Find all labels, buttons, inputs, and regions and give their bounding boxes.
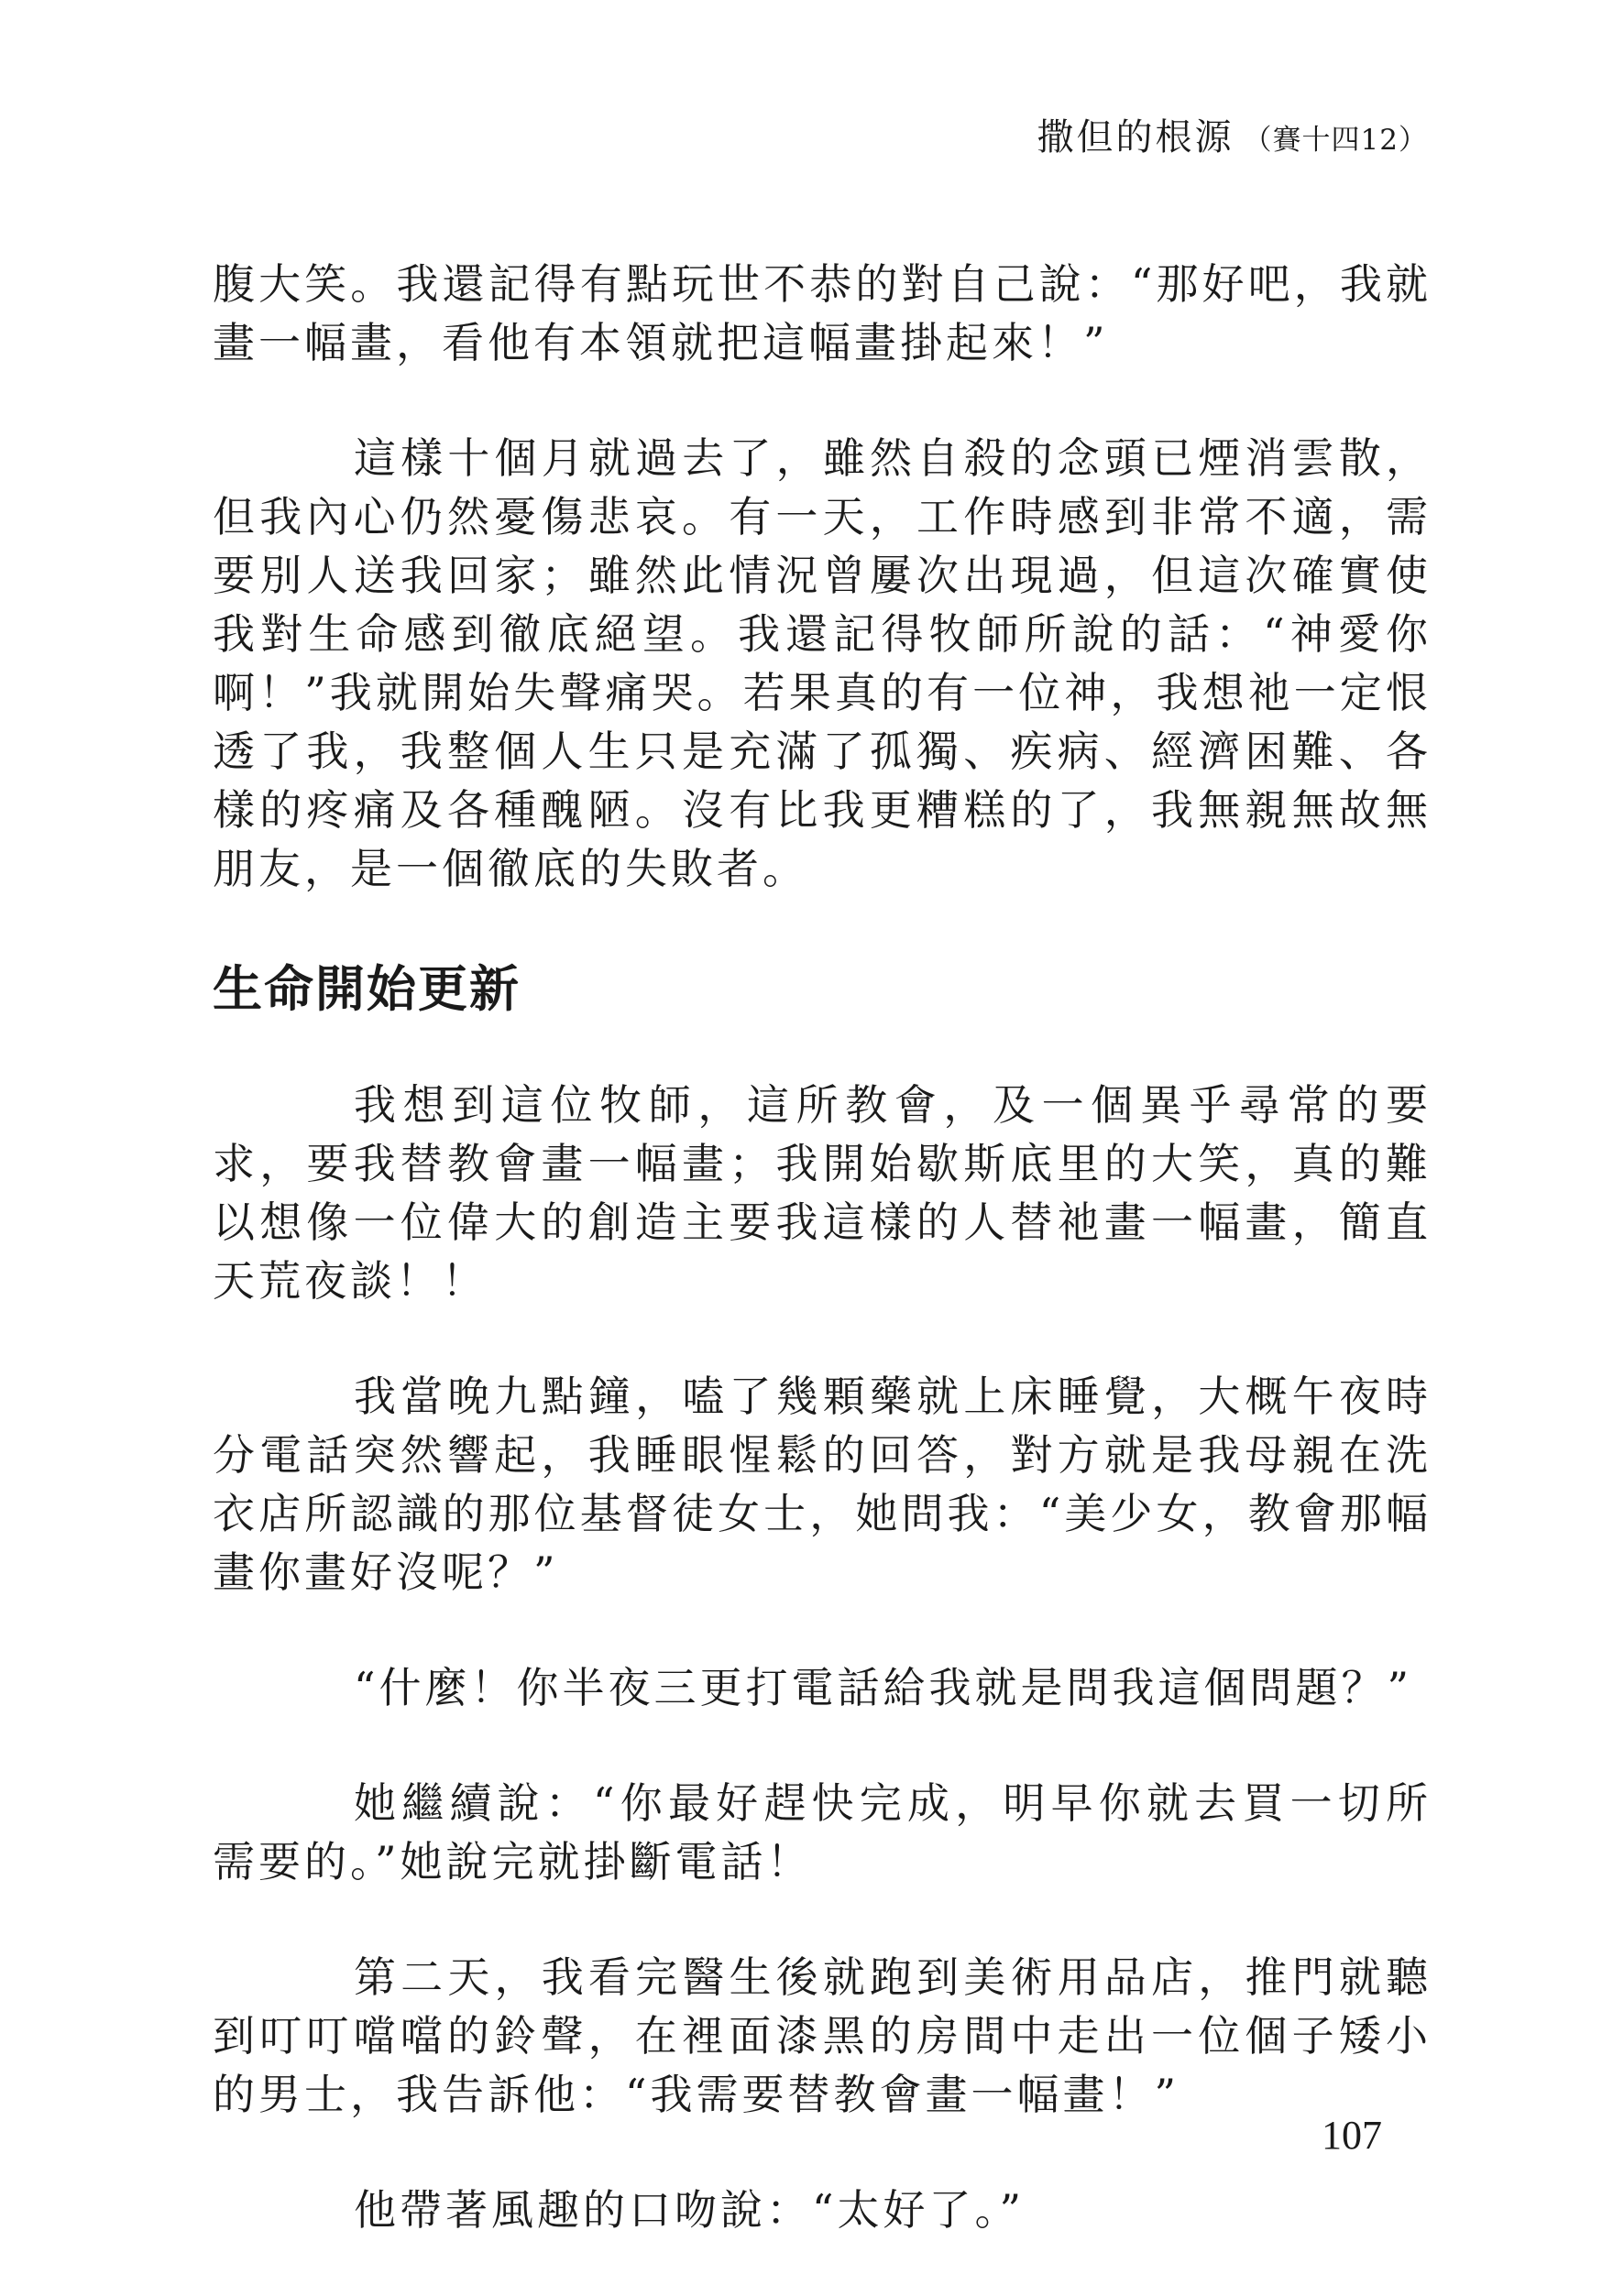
body-text [213,255,1432,2296]
section-heading: 生命開始更新 [213,960,521,1018]
paragraph: “什麼！你半夜三更打電話給我就是問我這個問題？” [354,1663,1413,1712]
paragraph: 我當晚九點鐘，嗑了幾顆藥就上床睡覺，大概午夜時分電話突然響起，我睡眼惺鬆的回答，對方就是我母親在洗衣店所認識的那位基督徒女士，她問我：“美少女，教會那幅畫你畫好沒呢？” [213,1372,1432,1597]
paragraph: 他帶著風趣的口吻說：“太好了。” [354,2185,1026,2235]
paragraph: 我想到這位牧師，這所教會，及一個異乎尋常的要求，要我替教會畫一幅畫；我開始歇斯底里的大笑，真的難以想像一位偉大的創造主要我這樣的人替祂畫一幅畫，簡直天荒夜談！！ [213,1080,1432,1306]
paragraph: 這樣十個月就過去了，雖然自殺的念頭已煙消雲散，但我內心仍然憂傷悲哀。有一天，工作時感到非常不適，需要別人送我回家；雖然此情況曾屢次出現過，但這次確實使我對生命感到徹底絕望。我還記得牧師所說的話：“神愛你啊！”我就開始失聲痛哭。若果真的有一位神，我想祂一定恨透了我，我整個人生只是充滿了孤獨、疾病、經濟困難、各樣的疼痛及各種醜陋。沒有比我更糟糕的了，我無親無故無朋友，是一個徹底的失敗者。 [213,433,1432,893]
running-header [1037,108,1428,160]
paragraph: 她繼續說：“你最好趕快完成，明早你就去買一切所需要的。”她說完就掛斷電話！ [213,1778,1432,1886]
scripture-reference: （賽十四12） [1243,124,1428,157]
paragraph-continued: 腹大笑。我還記得有點玩世不恭的對自己說：“那好吧，我就畫一幅畫，看他有本領就把這幅畫掛起來！” [213,259,1432,367]
chapter-title: 撒但的根源 [1037,116,1234,159]
page-number: 107 [1322,2113,1382,2158]
paragraph: 第二天，我看完醫生後就跑到美術用品店，推門就聽到叮叮噹噹的鈴聲，在裡面漆黑的房間中走出一位個子矮小的男士，我告訴他：“我需要替教會畫一幅畫！” [213,1952,1432,2119]
